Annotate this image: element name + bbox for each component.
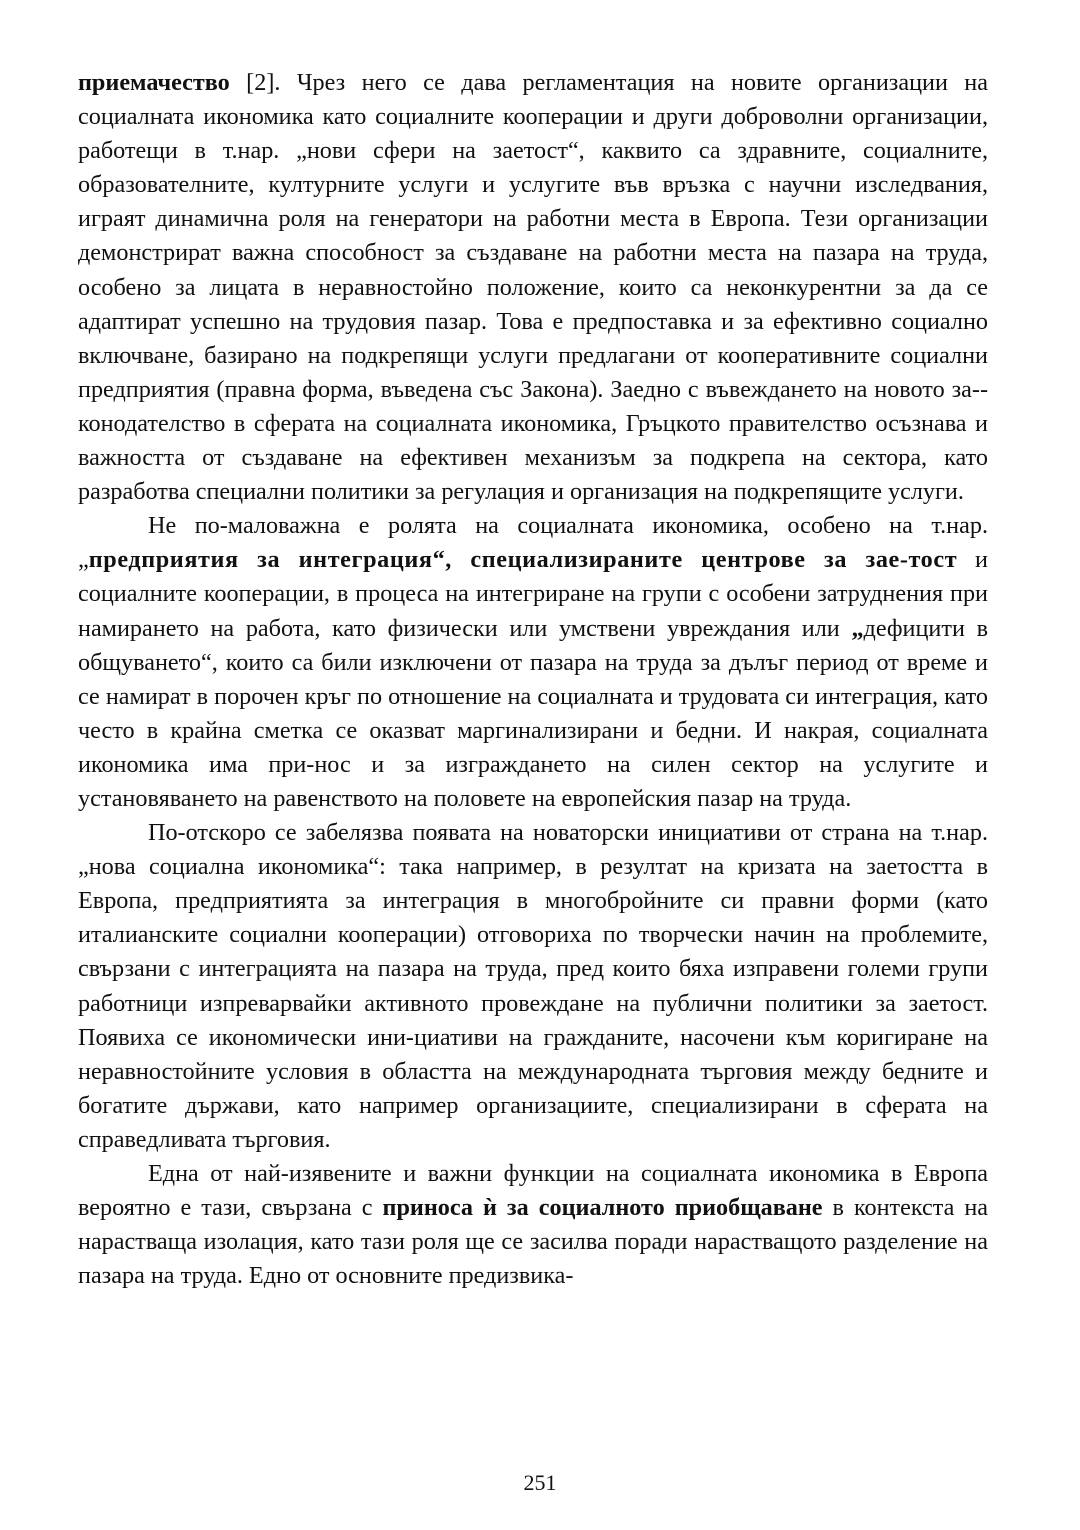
paragraph bbox=[78, 66, 988, 509]
paragraph bbox=[78, 509, 988, 816]
text-run: и социалните кооперации, в процеса на интегриране на групи с особени затруднения при намирането на работа, като физически или умствени увреждания или bbox=[78, 546, 988, 642]
bold-run: приноса ѝ за социалното приобщаване bbox=[382, 1194, 823, 1222]
bold-run: „ bbox=[851, 614, 864, 642]
text-run: Не по-маловажна е ролята на социалната икономика, особено на т.нар. „ bbox=[78, 512, 988, 574]
page-body bbox=[78, 66, 988, 1293]
text-run: Една от най-изявените и важни функции на социалната икономика в Европа вероятно е тази, свързана с bbox=[78, 1160, 988, 1222]
text-run: [2]. Чрез него се дава регламентация на новите организации на социалната икономика като социалните кооперации и други доброволни организации, работещи в т.нар. „нови сфери на заетост“, каквито са здравните, социалните, образователните, културните услуги и услугите във връзка с научни изследвания, играят динамична роля на генератори на работни места в Европа. Тези организации демонстрират важна способност за създаване на работни места на пазара на труда, особено за лицата в неравностойно положение, които са неконкурентни за да се адаптират успешно на трудовия пазар. Това е предпоставка и за ефективно социално включване, базирано на подкрепящи услуги предлагани от кооперативните социални предприятия (правна форма, въведена със Закона). Заедно с въвеждането на новото за-конодателство в сферата на социалната икономика, Гръцкото правителство осъзнава и важността от създаване на ефективен механизъм за подкрепа на сектора, като разработва специални политики за регулация и организация на подкрепящите услуги. bbox=[78, 69, 988, 506]
paragraph bbox=[78, 1157, 988, 1293]
text-run: По-отскоро се забелязва появата на новаторски инициативи от страна на т.нар. „нова социална икономика“: така например, в резултат на кризата на заетостта в Европа, предприятията за интеграция в многобройните си правни форми (като италианските социални кооперации) отговориха по творчески начин на проблемите, свързани с интеграцията на пазара на труда, пред които бяха изправени големи групи работници изпреварвайки активното провеждане на публични политики за заетост. Появиха се икономически ини-циативи на гражданите, насочени към коригиране на неравностойните условия в областта на международната търговия между бедните и богатите държави, като например организациите, специализирани в сферата на справедливата търговия. bbox=[78, 819, 988, 1153]
bold-run: приемачество bbox=[78, 69, 230, 96]
paragraph bbox=[78, 816, 988, 1157]
page-number: 251 bbox=[523, 1470, 557, 1495]
bold-run: предприятия за интеграция“, специализираните центрове за зае-тост bbox=[88, 546, 958, 574]
text-run: в контекста на нарастваща изолация, като тази роля ще се засилва поради нарастващото разделение на пазара на труда. Едно от основните предизвика- bbox=[78, 1194, 988, 1290]
text-run: дефицити в общуването“, които са били изключени от пазара на труда за дълъг период от време и се намират в порочен кръг по отношение на социалната и трудовата си интеграция, като често в крайна сметка се оказват маргинализирани и бедни. И накрая, социалната икономика има при-нос и за изграждането на силен сектор на услугите и установяването на равенството на половете на европейския пазар на труда. bbox=[78, 614, 988, 812]
